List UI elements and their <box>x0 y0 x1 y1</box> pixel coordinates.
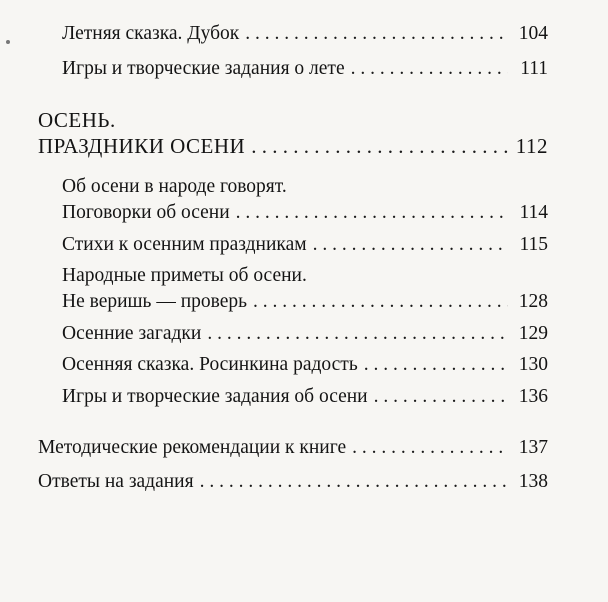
toc-entry-page: 129 <box>518 323 548 344</box>
dot-leader <box>253 290 508 314</box>
toc-entry-label: Стихи к осенним праздникам <box>62 234 307 255</box>
toc-entry-page: 136 <box>518 386 548 407</box>
toc-entry-label: Осенняя сказка. Росинкина радость <box>62 354 358 375</box>
toc-entry-omens <box>62 290 548 314</box>
toc-entry-summer-tale <box>62 22 548 46</box>
toc-entry-label: Поговорки об осени <box>62 202 230 223</box>
section-heading-label: ПРАЗДНИКИ ОСЕНИ <box>38 134 246 158</box>
toc-entry-page: 128 <box>518 291 548 312</box>
toc-entry-page: 111 <box>520 58 548 79</box>
toc-entry-riddles <box>62 322 548 346</box>
toc-entry-sayings <box>62 201 548 225</box>
dot-leader <box>374 385 508 409</box>
dot-leader <box>313 233 508 257</box>
toc-entry-poems <box>62 233 548 257</box>
toc-entry-page: 130 <box>518 354 548 375</box>
toc-entry-page: 104 <box>518 23 548 44</box>
toc-entry-page: 114 <box>519 202 548 223</box>
dot-leader <box>364 353 508 377</box>
toc-entry-autumn-tale <box>62 353 548 377</box>
toc-entry-omens-line1: Народные приметы об осени. <box>62 265 307 286</box>
dot-leader <box>207 322 508 346</box>
toc-entry-label: Игры и творческие задания о лете <box>62 58 345 79</box>
toc-entry-summer-games <box>62 57 548 81</box>
toc-entry-answers <box>38 470 548 494</box>
toc-entry-autumn-games <box>62 385 548 409</box>
section-heading-autumn: ОСЕНЬ. <box>38 108 116 132</box>
section-heading-autumn-holidays <box>38 134 548 158</box>
toc-entry-label: Методические рекомендации к книге <box>38 437 347 458</box>
toc-entry-page: 115 <box>519 234 548 255</box>
toc-entry-page: 138 <box>518 471 548 492</box>
paper-speck <box>6 40 10 44</box>
toc-entry-guidelines <box>38 436 548 460</box>
toc-entry-label: Летняя сказка. Дубок <box>62 23 240 44</box>
dot-leader <box>251 134 508 158</box>
toc-entry-page: 137 <box>518 437 548 458</box>
dot-leader <box>245 22 508 46</box>
toc-entry-label: Игры и творческие задания об осени <box>62 386 368 407</box>
toc-entry-sayings-line1: Об осени в народе говорят. <box>62 176 287 197</box>
section-heading-page: 112 <box>515 134 548 158</box>
dot-leader <box>351 57 508 81</box>
toc-entry-label: Ответы на задания <box>38 471 194 492</box>
dot-leader <box>236 201 508 225</box>
toc-entry-label: Не веришь — проверь <box>62 291 248 312</box>
dot-leader <box>200 470 508 494</box>
toc-entry-label: Осенние загадки <box>62 323 202 344</box>
dot-leader <box>352 436 508 460</box>
